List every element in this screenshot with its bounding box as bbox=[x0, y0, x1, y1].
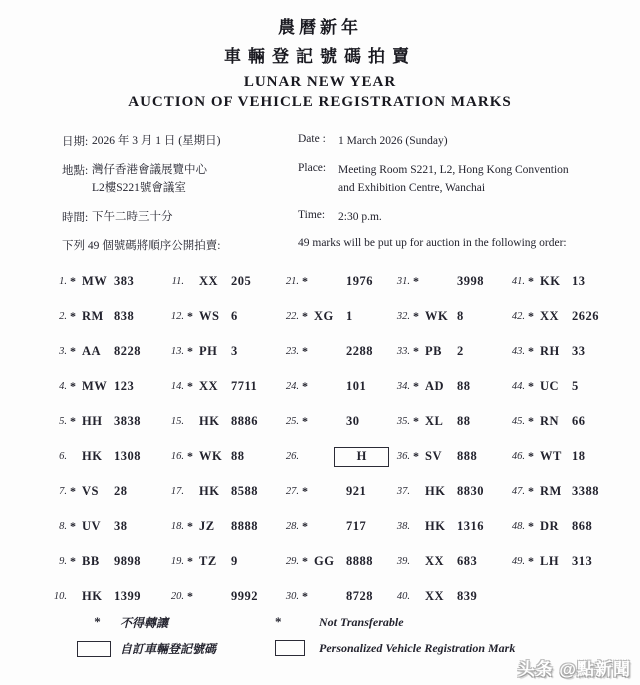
mark-digits: 8886 bbox=[231, 414, 258, 428]
legend-star-text-en: Not Transferable bbox=[319, 614, 404, 629]
mark-digits: 8 bbox=[457, 309, 464, 323]
mark-item bbox=[389, 264, 504, 299]
mark-item bbox=[278, 509, 389, 544]
legend-box-text-zh: 自訂車輛登記號碼 bbox=[120, 641, 217, 656]
not-transferable-star: * bbox=[187, 519, 193, 533]
mark-lot-number: 33. bbox=[396, 346, 410, 357]
mark-lot-number: 17. bbox=[170, 486, 184, 497]
mark-item bbox=[504, 299, 624, 334]
mark-lot-number: 46. bbox=[511, 451, 525, 462]
mark-lot-number: 32. bbox=[396, 311, 410, 322]
mark-lot-number: 48. bbox=[511, 521, 525, 532]
mark-item bbox=[46, 299, 163, 334]
place-label-zh: 地點: bbox=[62, 164, 89, 177]
marks-column bbox=[504, 264, 624, 614]
mark-item bbox=[389, 369, 504, 404]
mark-prefix: RH bbox=[540, 344, 560, 358]
mark-digits: 1976 bbox=[346, 274, 373, 288]
mark-prefix: XG bbox=[314, 309, 334, 323]
mark-lot-number: 31. bbox=[396, 276, 410, 287]
mark-item bbox=[163, 474, 278, 509]
not-transferable-star: * bbox=[413, 379, 419, 393]
mark-prefix: WT bbox=[540, 449, 562, 463]
mark-prefix: XX bbox=[540, 309, 560, 323]
marks-grid bbox=[46, 264, 624, 614]
mark-item bbox=[46, 334, 163, 369]
mark-lot-number: 19. bbox=[170, 556, 184, 567]
mark-digits: 3838 bbox=[114, 414, 141, 428]
mark-item bbox=[163, 264, 278, 299]
mark-digits: 1399 bbox=[114, 589, 141, 603]
mark-lot-number: 29. bbox=[285, 556, 299, 567]
mark-lot-number: 34. bbox=[396, 381, 410, 392]
mark-item bbox=[389, 544, 504, 579]
mark-item bbox=[504, 369, 624, 404]
not-transferable-star: * bbox=[528, 519, 534, 533]
not-transferable-star: * bbox=[528, 554, 534, 568]
mark-prefix: XX bbox=[199, 274, 219, 288]
star-symbol bbox=[257, 614, 305, 630]
place-label-en: Place: bbox=[298, 161, 327, 174]
mark-lot-number: 28. bbox=[285, 521, 299, 532]
mark-digits: 3388 bbox=[572, 484, 599, 498]
mark-digits: 28 bbox=[114, 484, 128, 498]
mark-prefix: WK bbox=[425, 309, 449, 323]
toutiao-watermark: 头条 @點新聞 bbox=[517, 660, 631, 679]
mark-digits: 2626 bbox=[572, 309, 599, 323]
not-transferable-star: * bbox=[70, 274, 76, 288]
legend-star-text-zh: 不得轉讓 bbox=[120, 615, 169, 630]
not-transferable-star: * bbox=[70, 519, 76, 533]
mark-digits: 8228 bbox=[114, 344, 141, 358]
star-symbol: * bbox=[94, 614, 101, 629]
mark-lot-number: 1. bbox=[59, 276, 67, 287]
not-transferable-star: * bbox=[413, 414, 419, 428]
not-transferable-star: * bbox=[413, 449, 419, 463]
mark-prefix: DR bbox=[540, 519, 560, 533]
not-transferable-star: * bbox=[528, 309, 534, 323]
mark-item bbox=[163, 544, 278, 579]
place-en-line2: and Exhibition Centre, Wanchai bbox=[338, 181, 486, 194]
legend-star-row bbox=[75, 609, 626, 635]
empty-box-icon bbox=[77, 641, 111, 657]
not-transferable-star: * bbox=[302, 484, 308, 498]
not-transferable-star: * bbox=[528, 449, 534, 463]
mark-item bbox=[389, 474, 504, 509]
mark-item bbox=[46, 509, 163, 544]
not-transferable-star: * bbox=[302, 414, 308, 428]
mark-lot-number: 8. bbox=[59, 521, 67, 532]
mark-prefix: MW bbox=[82, 274, 108, 288]
mark-lot-number: 40. bbox=[396, 591, 410, 602]
marks-column bbox=[278, 264, 389, 614]
date-value-en: 1 March 2026 (Sunday) bbox=[338, 135, 448, 147]
mark-item bbox=[278, 264, 389, 299]
mark-prefix: MW bbox=[82, 379, 108, 393]
not-transferable-star: * bbox=[528, 414, 534, 428]
title-english-line1: LUNAR NEW YEAR bbox=[243, 74, 397, 90]
title-block bbox=[0, 13, 640, 111]
mark-digits: 1316 bbox=[457, 519, 484, 533]
mark-item bbox=[163, 369, 278, 404]
mark-prefix: UV bbox=[82, 519, 102, 533]
mark-prefix: HK bbox=[425, 484, 446, 498]
mark-lot-number: 9. bbox=[59, 556, 67, 567]
mark-digits: 30 bbox=[346, 414, 360, 428]
mark-digits: 18 bbox=[572, 449, 586, 463]
mark-item bbox=[278, 404, 389, 439]
not-transferable-star: * bbox=[302, 344, 308, 358]
mark-prefix: JZ bbox=[199, 519, 215, 533]
mark-digits: 8588 bbox=[231, 484, 258, 498]
mark-lot-number: 12. bbox=[170, 311, 184, 322]
not-transferable-star: * bbox=[528, 344, 534, 358]
mark-prefix: BB bbox=[82, 554, 100, 568]
mark-item bbox=[504, 264, 624, 299]
marks-column bbox=[46, 264, 163, 614]
place-value-zh bbox=[92, 162, 298, 198]
mark-lot-number: 35. bbox=[396, 416, 410, 427]
mark-prefix: PH bbox=[199, 344, 218, 358]
mark-item bbox=[389, 299, 504, 334]
mark-lot-number: 47. bbox=[511, 486, 525, 497]
not-transferable-star: * bbox=[413, 344, 419, 358]
mark-item bbox=[46, 544, 163, 579]
mark-prefix: AA bbox=[82, 344, 102, 358]
mark-digits: 3 bbox=[231, 344, 238, 358]
mark-item bbox=[46, 264, 163, 299]
mark-digits: 8888 bbox=[231, 519, 258, 533]
mark-prefix: LH bbox=[540, 554, 560, 568]
mark-lot-number: 43. bbox=[511, 346, 525, 357]
not-transferable-star: * bbox=[70, 309, 76, 323]
time-label-en: Time: bbox=[298, 209, 326, 222]
not-transferable-star: * bbox=[302, 309, 308, 323]
mark-prefix: RM bbox=[82, 309, 104, 323]
mark-prefix: GG bbox=[314, 554, 335, 568]
mark-item bbox=[163, 404, 278, 439]
mark-lot-number: 15. bbox=[170, 416, 184, 427]
mark-lot-number: 22. bbox=[285, 311, 299, 322]
mark-prefix: XX bbox=[425, 589, 445, 603]
mark-item bbox=[278, 299, 389, 334]
mark-item bbox=[389, 334, 504, 369]
place-zh-line1: 灣仔香港會議展覽中心 bbox=[92, 163, 207, 176]
mark-prefix: XX bbox=[425, 554, 445, 568]
mark-lot-number: 5. bbox=[59, 416, 67, 427]
not-transferable-star: * bbox=[302, 519, 308, 533]
mark-lot-number: 16. bbox=[170, 451, 184, 462]
mark-digits: 1 bbox=[346, 309, 353, 323]
place-en-line1: Meeting Room S221, L2, Hong Kong Convention bbox=[338, 163, 569, 176]
not-transferable-star: * bbox=[187, 309, 193, 323]
mark-digits: 868 bbox=[572, 519, 593, 533]
mark-prefix: SV bbox=[425, 449, 442, 463]
mark-lot-number: 21. bbox=[285, 276, 299, 287]
mark-digits: 88 bbox=[457, 379, 471, 393]
marks-column bbox=[163, 264, 278, 614]
mark-digits: 9 bbox=[231, 554, 238, 568]
not-transferable-star: * bbox=[528, 484, 534, 498]
mark-item bbox=[389, 404, 504, 439]
mark-lot-number: 39. bbox=[396, 556, 410, 567]
mark-digits: 6 bbox=[231, 309, 238, 323]
mark-prefix: HK bbox=[82, 589, 103, 603]
mark-digits: 683 bbox=[457, 554, 478, 568]
date-value-zh: 2026 年 3 月 1 日 (星期日) bbox=[92, 135, 221, 147]
star-glyph: * bbox=[275, 614, 282, 629]
mark-item bbox=[504, 544, 624, 579]
mark-digits: 8830 bbox=[457, 484, 484, 498]
mark-digits: 2288 bbox=[346, 344, 373, 358]
mark-lot-number: 26. bbox=[285, 451, 299, 462]
mark-lot-number: 2. bbox=[59, 311, 67, 322]
mark-digits: 2 bbox=[457, 344, 464, 358]
mark-item bbox=[389, 509, 504, 544]
mark-digits: 88 bbox=[231, 449, 245, 463]
mark-lot-number: 4. bbox=[59, 381, 67, 392]
title-chinese-line1: 農曆新年 bbox=[278, 18, 362, 37]
mark-digits: 66 bbox=[572, 414, 586, 428]
mark-digits: 717 bbox=[346, 519, 367, 533]
mark-digits: 9898 bbox=[114, 554, 141, 568]
mark-prefix: HK bbox=[82, 449, 103, 463]
mark-lot-number: 41. bbox=[511, 276, 525, 287]
mark-prefix: RM bbox=[540, 484, 562, 498]
mark-item bbox=[278, 334, 389, 369]
mark-prefix: TZ bbox=[199, 554, 217, 568]
not-transferable-star: * bbox=[70, 484, 76, 498]
mark-lot-number: 20. bbox=[170, 591, 184, 602]
mark-item bbox=[504, 509, 624, 544]
order-line-zh: 下列 49 個號碼將順序公開拍賣: bbox=[62, 240, 221, 253]
mark-digits: 839 bbox=[457, 589, 478, 603]
mark-prefix: WK bbox=[199, 449, 223, 463]
order-line-en: 49 marks will be put up for auction in the following order: bbox=[298, 237, 567, 250]
mark-prefix: KK bbox=[540, 274, 561, 288]
not-transferable-star: * bbox=[70, 554, 76, 568]
mark-prefix: HK bbox=[425, 519, 446, 533]
not-transferable-star: * bbox=[187, 554, 193, 568]
mark-item bbox=[278, 369, 389, 404]
title-english-line2: AUCTION OF VEHICLE REGISTRATION MARKS bbox=[128, 94, 512, 110]
mark-item bbox=[163, 299, 278, 334]
mark-lot-number: 37. bbox=[396, 486, 410, 497]
mark-item bbox=[504, 474, 624, 509]
mark-item bbox=[46, 474, 163, 509]
title-chinese-line2: 車輛登記號碼拍賣 bbox=[224, 47, 416, 66]
mark-digits: 205 bbox=[231, 274, 252, 288]
mark-lot-number: 23. bbox=[285, 346, 299, 357]
mark-lot-number: 49. bbox=[511, 556, 525, 567]
personalized-mark-box: H bbox=[334, 447, 389, 467]
mark-lot-number: 11. bbox=[171, 276, 184, 287]
not-transferable-star: * bbox=[302, 379, 308, 393]
mark-digits: 313 bbox=[572, 554, 593, 568]
order-row bbox=[62, 237, 626, 253]
mark-digits: 38 bbox=[114, 519, 128, 533]
mark-digits: 8728 bbox=[346, 589, 373, 603]
mark-digits: 33 bbox=[572, 344, 586, 358]
mark-prefix: HK bbox=[199, 414, 220, 428]
mark-lot-number: 38. bbox=[396, 521, 410, 532]
date-row bbox=[62, 133, 626, 151]
not-transferable-star: * bbox=[413, 274, 419, 288]
mark-item bbox=[278, 544, 389, 579]
mark-lot-number: 13. bbox=[170, 346, 184, 357]
not-transferable-star: * bbox=[187, 379, 193, 393]
date-label-en: Date : bbox=[298, 133, 326, 145]
not-transferable-star: * bbox=[302, 589, 308, 603]
mark-item bbox=[46, 439, 163, 474]
mark-lot-number: 7. bbox=[59, 486, 67, 497]
mark-digits: 383 bbox=[114, 274, 135, 288]
mark-item bbox=[278, 474, 389, 509]
not-transferable-star: * bbox=[70, 344, 76, 358]
mark-prefix: WS bbox=[199, 309, 220, 323]
mark-lot-number: 36. bbox=[396, 451, 410, 462]
legend bbox=[75, 609, 626, 661]
mark-item bbox=[163, 439, 278, 474]
mark-item bbox=[389, 439, 504, 474]
time-value-en: 2:30 p.m. bbox=[338, 211, 382, 224]
mark-digits: 838 bbox=[114, 309, 135, 323]
mark-prefix: HH bbox=[82, 414, 103, 428]
mark-digits: 8888 bbox=[346, 554, 373, 568]
mark-lot-number: 44. bbox=[511, 381, 525, 392]
mark-prefix: XL bbox=[425, 414, 444, 428]
empty-box-icon bbox=[275, 640, 305, 656]
not-transferable-star: * bbox=[302, 554, 308, 568]
mark-digits: 888 bbox=[457, 449, 478, 463]
mark-digits: 88 bbox=[457, 414, 471, 428]
mark-digits: 13 bbox=[572, 274, 586, 288]
mark-digits: 101 bbox=[346, 379, 367, 393]
mark-digits: 123 bbox=[114, 379, 135, 393]
mark-prefix: PB bbox=[425, 344, 442, 358]
mark-lot-number: 10. bbox=[53, 591, 67, 602]
mark-lot-number: 3. bbox=[59, 346, 67, 357]
time-row bbox=[62, 209, 626, 227]
not-transferable-star: * bbox=[187, 344, 193, 358]
mark-item bbox=[504, 404, 624, 439]
mark-lot-number: 18. bbox=[170, 521, 184, 532]
mark-prefix: XX bbox=[199, 379, 219, 393]
mark-digits: 1308 bbox=[114, 449, 141, 463]
date-label-zh: 日期: bbox=[62, 136, 89, 148]
mark-lot-number: 42. bbox=[511, 311, 525, 322]
event-info bbox=[62, 133, 626, 264]
not-transferable-star: * bbox=[187, 589, 193, 603]
mark-prefix: VS bbox=[82, 484, 99, 498]
mark-digits: 5 bbox=[572, 379, 579, 393]
mark-lot-number: 45. bbox=[511, 416, 525, 427]
mark-item bbox=[163, 334, 278, 369]
not-transferable-star: * bbox=[413, 309, 419, 323]
time-label-zh: 時間: bbox=[62, 212, 89, 225]
mark-lot-number: 24. bbox=[285, 381, 299, 392]
mark-lot-number: 14. bbox=[170, 381, 184, 392]
mark-item bbox=[278, 439, 389, 474]
mark-digits: 9992 bbox=[231, 589, 258, 603]
mark-digits: 921 bbox=[346, 484, 367, 498]
place-row bbox=[62, 162, 626, 198]
mark-item bbox=[46, 369, 163, 404]
mark-item bbox=[46, 404, 163, 439]
not-transferable-star: * bbox=[528, 379, 534, 393]
not-transferable-star: * bbox=[187, 449, 193, 463]
mark-item bbox=[504, 439, 624, 474]
mark-prefix: HK bbox=[199, 484, 220, 498]
place-value-en bbox=[338, 162, 626, 198]
mark-digits: 3998 bbox=[457, 274, 484, 288]
mark-lot-number: 27. bbox=[285, 486, 299, 497]
place-zh-line2: L2樓S221號會議室 bbox=[92, 181, 186, 194]
personalized-box-symbol bbox=[75, 639, 120, 656]
not-transferable-star: * bbox=[302, 274, 308, 288]
marks-column bbox=[389, 264, 504, 614]
legend-box-text-en: Personalized Vehicle Registration Mark bbox=[319, 640, 516, 655]
mark-item bbox=[504, 334, 624, 369]
time-value-zh: 下午二時三十分 bbox=[92, 211, 173, 224]
mark-prefix: UC bbox=[540, 379, 560, 393]
not-transferable-star: * bbox=[528, 274, 534, 288]
mark-prefix: RN bbox=[540, 414, 560, 428]
mark-item bbox=[163, 509, 278, 544]
not-transferable-star: * bbox=[70, 379, 76, 393]
personalized-box-symbol bbox=[257, 640, 305, 656]
mark-lot-number: 30. bbox=[285, 591, 299, 602]
mark-prefix: AD bbox=[425, 379, 445, 393]
mark-lot-number: 25. bbox=[285, 416, 299, 427]
mark-digits: 7711 bbox=[231, 379, 258, 393]
not-transferable-star: * bbox=[70, 414, 76, 428]
mark-lot-number: 6. bbox=[59, 451, 67, 462]
